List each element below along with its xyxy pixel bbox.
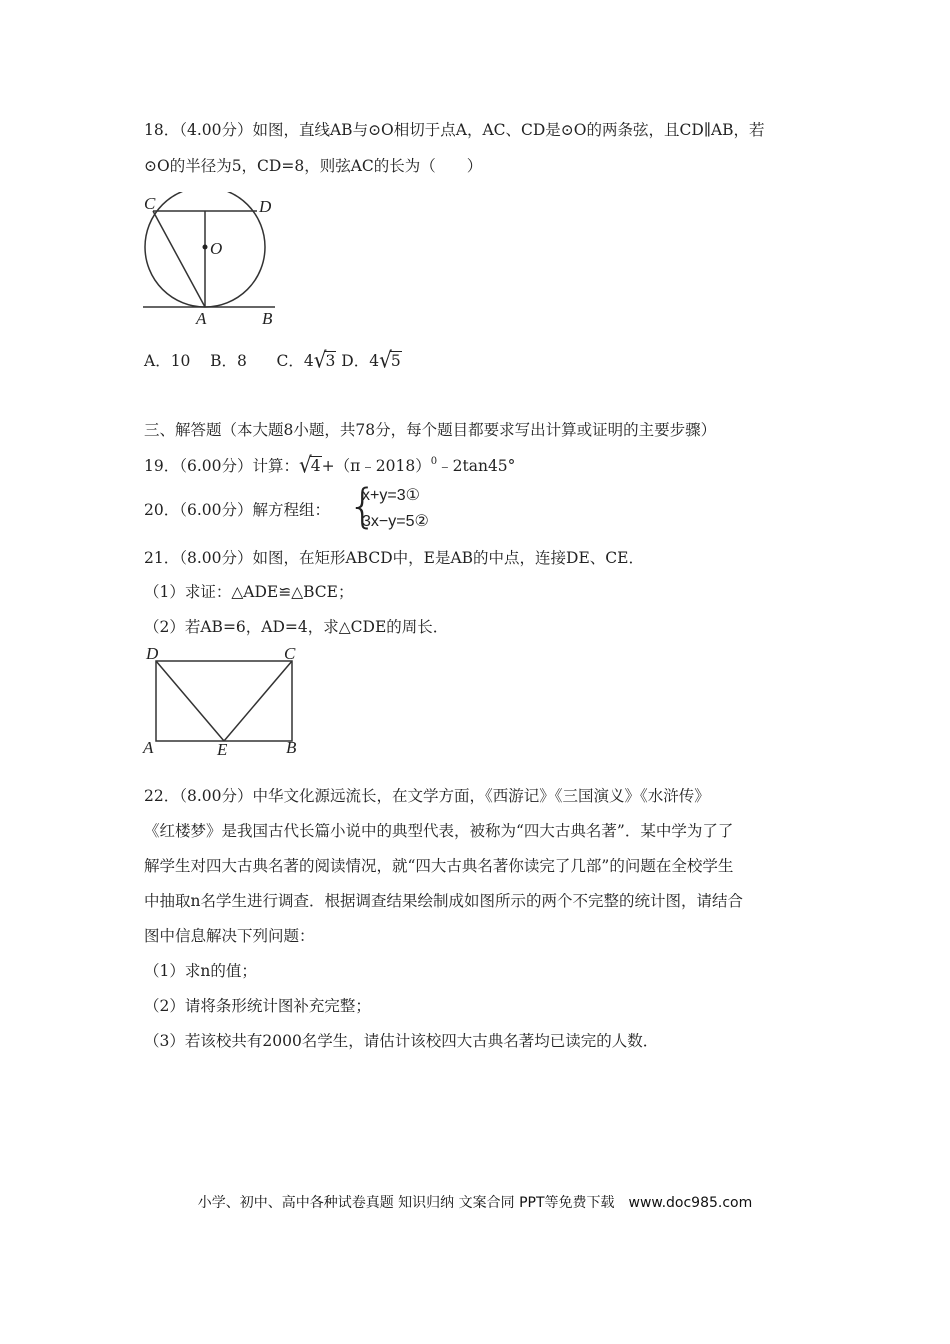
q22-line-1: 22．（8.00分）中华文化源远流长，在文学方面，《西游记》《三国演义》《水浒传》 [144,787,710,805]
label-c: C [284,645,296,663]
q18-line-1: 18．（4.00分）如图，直线AB与⊙O相切于点A，AC、CD是⊙O的两条弦，且CD∥AB，若 [144,121,765,139]
q19-suffix: ﹣2tan45° [437,457,516,475]
q20-prefix: 20．（6.00分）解方程组： [144,501,330,519]
label-d: D [259,197,272,216]
equation-1: x+y=3① [362,487,420,504]
q19-prefix: 19．（6.00分）计算： [144,457,299,475]
label-a: A [143,738,154,755]
q21-line-1: 21．（8.00分）如图，在矩形ABCD中，E是AB的中点，连接DE、CE． [144,549,644,567]
q18-options [144,346,402,374]
label-d: D [146,645,159,663]
q22-line-2: 《红楼梦》是我国古代长篇小说中的典型代表，被称为“四大古典名著”．某中学为了了 [144,822,734,840]
option-c-prefix: C．4 [276,352,314,370]
q21-line-2: （1）求证：△ADE≌△BCE； [144,583,354,601]
sqrt-5-radicand: 5 [390,352,401,370]
label-e: E [217,740,228,755]
option-c [276,346,341,374]
chord-ac [153,211,205,307]
page-footer: 小学、初中、高中各种试卷真题 知识归纳 文案合同 PPT等免费下载 www.doc985.com [197,1195,753,1211]
label-o: O [210,239,223,258]
q22-line-6: （1）求n的值； [144,962,257,980]
sqrt-4-radicand: 4 [310,457,321,475]
sqrt-4: √4 [299,451,321,479]
q22-line-7: （2）请将条形统计图补充完整； [144,997,371,1015]
q19-middle: +（π﹣2018） [321,457,431,475]
label-b: B [286,738,297,755]
q22-line-5: 图中信息解决下列问题： [144,927,315,945]
section-3-heading: 三、解答题（本大题8小题，共78分，每个题目都要求写出计算或证明的主要步骤） [144,421,717,439]
option-b: B．8 [210,352,247,370]
rectangle-figure [140,645,310,755]
option-d [341,346,401,374]
sqrt-3: √3 [313,346,336,374]
option-a: A．10 [144,352,191,370]
q22-line-8: （3）若该校共有2000名学生，请估计该校四大古典名著均已读完的人数． [144,1032,659,1050]
center-point-o [203,245,208,250]
q22-line-4: 中抽取n名学生进行调查．根据调查结果绘制成如图所示的两个不完整的统计图，请结合 [144,892,743,910]
option-d-prefix: D．4 [341,352,380,370]
label-b: B [262,309,273,328]
q18-line-2: ⊙O的半径为5，CD=8，则弦AC的长为（ ） [144,157,483,175]
sqrt-5: √5 [379,346,401,374]
rectangle-abcd [156,661,292,741]
q21-line-3: （2）若AB=6，AD=4，求△CDE的周长． [144,618,449,636]
segment-ce [224,661,292,741]
q22-line-3: 解学生对四大古典名著的阅读情况，就“四大古典名著你读完了几部”的问题在全校学生 [144,857,734,875]
label-c: C [144,194,156,213]
equation-2: 3x−y=5② [362,513,429,530]
sqrt-3-radicand: 3 [325,352,336,370]
left-brace-icon: { [348,479,378,533]
label-a: A [196,309,207,328]
segment-de [156,661,224,741]
q19-exponent: 0 [430,456,438,467]
q19 [144,451,516,479]
circle-tangent-figure [138,192,288,332]
